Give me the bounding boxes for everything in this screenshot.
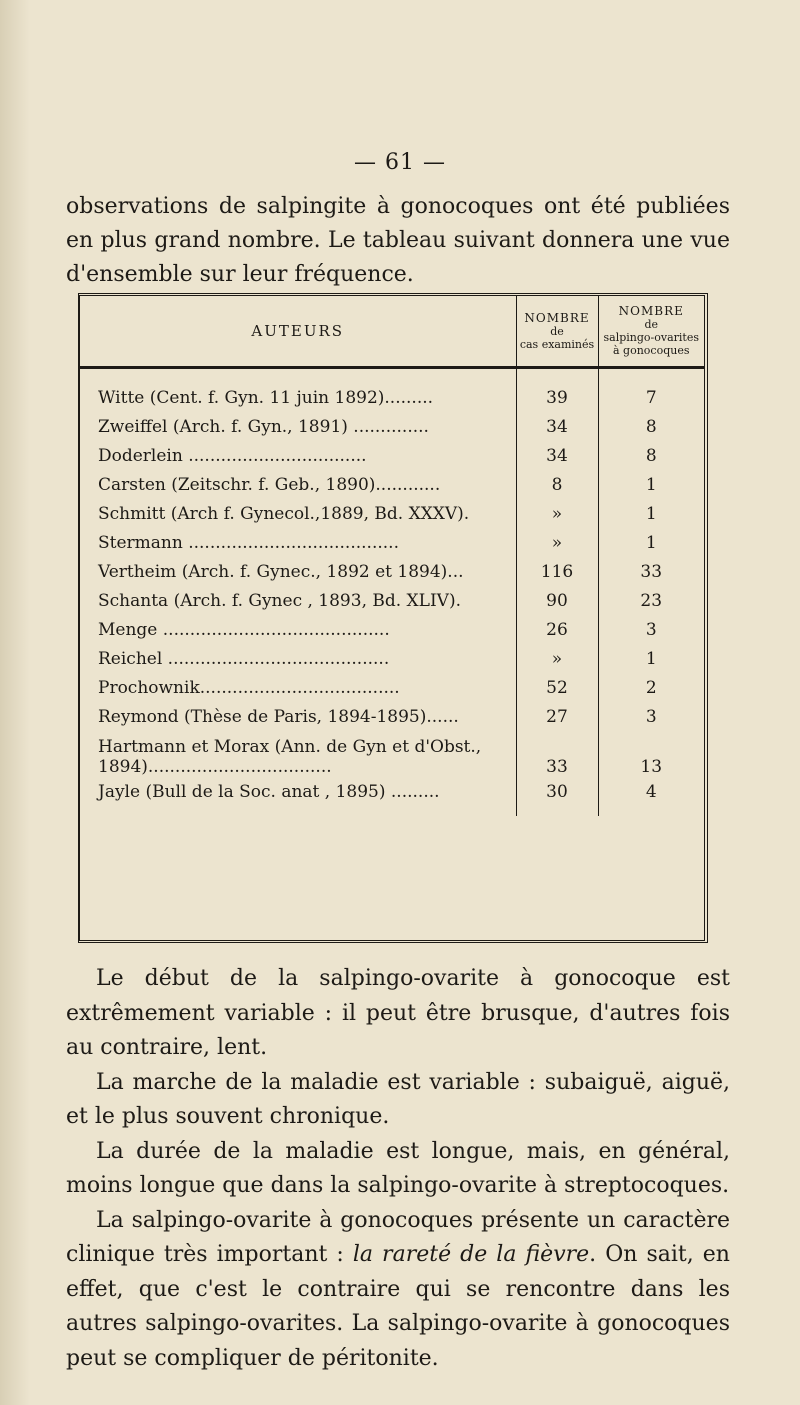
table-row-hartmann [80, 731, 704, 777]
table-row [80, 586, 704, 615]
row-cases: 26 [516, 615, 598, 644]
paragraph-course: La marche de la maladie est variable : subaiguë, aiguë, et le plus souvent chronique. [66, 1069, 730, 1129]
row-salpingo: 1 [598, 644, 704, 673]
row-author: Vertheim (Arch. f. Gynec., 1892 et 1894)... [98, 561, 464, 582]
row-cases: 34 [516, 412, 598, 441]
row-salpingo: 7 [598, 383, 704, 412]
body-text [66, 962, 730, 1376]
page-number: — 61 — [354, 150, 446, 175]
row-cases: 52 [516, 673, 598, 702]
table-row [80, 383, 704, 412]
table-row [80, 673, 704, 702]
clinical-text-end: . On sait, en effet, que c'est le contraire qui se rencontre dans les autres salpingo-ovarites. La salpingo-ovarite à gonocoques peut se compliquer de péritonite. [66, 1242, 730, 1371]
header-salp-line2: de [644, 318, 659, 331]
row-salpingo: 1 [598, 528, 704, 557]
table-row-jayle [80, 777, 704, 806]
row-author: Menge .......................................... [98, 619, 390, 640]
row-salpingo: 2 [598, 673, 704, 702]
row-cases: 27 [516, 702, 598, 731]
row-salpingo: 1 [598, 499, 704, 528]
header-authors: AUTEURS [251, 322, 345, 340]
row-salpingo: 3 [598, 702, 704, 731]
row-cases: 116 [516, 557, 598, 586]
row-cases: 90 [516, 586, 598, 615]
row-salpingo: 23 [598, 586, 704, 615]
header-salpingo [598, 296, 704, 368]
row-cases: » [516, 528, 598, 557]
row-cases: 34 [516, 441, 598, 470]
clinical-emphasis: la rareté de la fièvre [352, 1242, 590, 1267]
header-cases [516, 296, 598, 368]
header-salp-line1: NOMBRE [618, 304, 684, 318]
row-salpingo: 1 [598, 470, 704, 499]
intro-paragraph: observations de salpingite à gonocoques ont été publiées en plus grand nombre. Le tableau suivant donnera une vue d'ensemble sur leur fréquence. [66, 194, 730, 287]
row-cases: 8 [516, 470, 598, 499]
row-author: Prochownik..................................... [98, 677, 400, 698]
row-author: Stermann ....................................... [98, 532, 399, 553]
table-row [80, 557, 704, 586]
paragraph-onset: Le début de la salpingo-ovarite à gonocoque est extrêmement variable : il peut être brusque, d'autres fois au contraire, lent. [66, 966, 730, 1060]
paragraph-clinical [66, 1204, 730, 1377]
row-cases: 30 [516, 777, 598, 806]
row-salpingo: 8 [598, 441, 704, 470]
table-row [80, 499, 704, 528]
table-row [80, 702, 704, 731]
row-author: Schanta (Arch. f. Gynec , 1893, Bd. XLIV). [98, 590, 461, 611]
row-author: Jayle (Bull de la Soc. anat , 1895) ......... [98, 781, 440, 802]
row-cases: » [516, 499, 598, 528]
row-author: Carsten (Zeitschr. f. Geb., 1890)............ [98, 474, 441, 495]
row-salpingo: 8 [598, 412, 704, 441]
header-cases-line1: NOMBRE [524, 310, 590, 325]
table-row [80, 528, 704, 557]
row-author: Doderlein ................................. [98, 445, 367, 466]
table-row [80, 412, 704, 441]
statistics-table [78, 293, 708, 943]
row-salpingo: 4 [598, 777, 704, 806]
table-header-row [80, 296, 704, 368]
header-cases-line3: cas examinés [519, 337, 595, 351]
clinical-text-start: La salpingo-ovarite à gonocoques présente un caractère clinique très important : [66, 1207, 730, 1267]
row-author: Reymond (Thèse de Paris, 1894-1895)...... [98, 706, 459, 727]
row-author: Hartmann et Morax (Ann. de Gyn et d'Obst., 1894).................................. [98, 737, 482, 777]
table-row [80, 615, 704, 644]
header-salp-line3: salpingo-ovarites [603, 331, 699, 344]
row-author: Schmitt (Arch f. Gynecol.,1889, Bd. XXXV). [98, 503, 470, 524]
table-row [80, 470, 704, 499]
paragraph-duration: La durée de la maladie est longue, mais, en général, moins longue que dans la salpingo-ovarite à streptocoques. [66, 1138, 730, 1198]
row-salpingo: 33 [598, 557, 704, 586]
page-edge-shadow [0, 0, 30, 1405]
row-cases: » [516, 644, 598, 673]
table-row [80, 441, 704, 470]
row-cases: 39 [516, 383, 598, 412]
header-cases-line2: de [550, 324, 564, 338]
row-author: Witte (Cent. f. Gyn. 11 juin 1892)......... [98, 387, 434, 408]
row-author: Zweiffel (Arch. f. Gyn., 1891) .............. [98, 416, 429, 437]
row-salpingo: 3 [598, 615, 704, 644]
table-row [80, 644, 704, 673]
row-salpingo: 13 [598, 731, 704, 777]
header-salp-line4: à gonocoques [613, 344, 690, 357]
row-cases: 33 [516, 731, 598, 777]
row-author: Reichel ......................................... [98, 648, 390, 669]
